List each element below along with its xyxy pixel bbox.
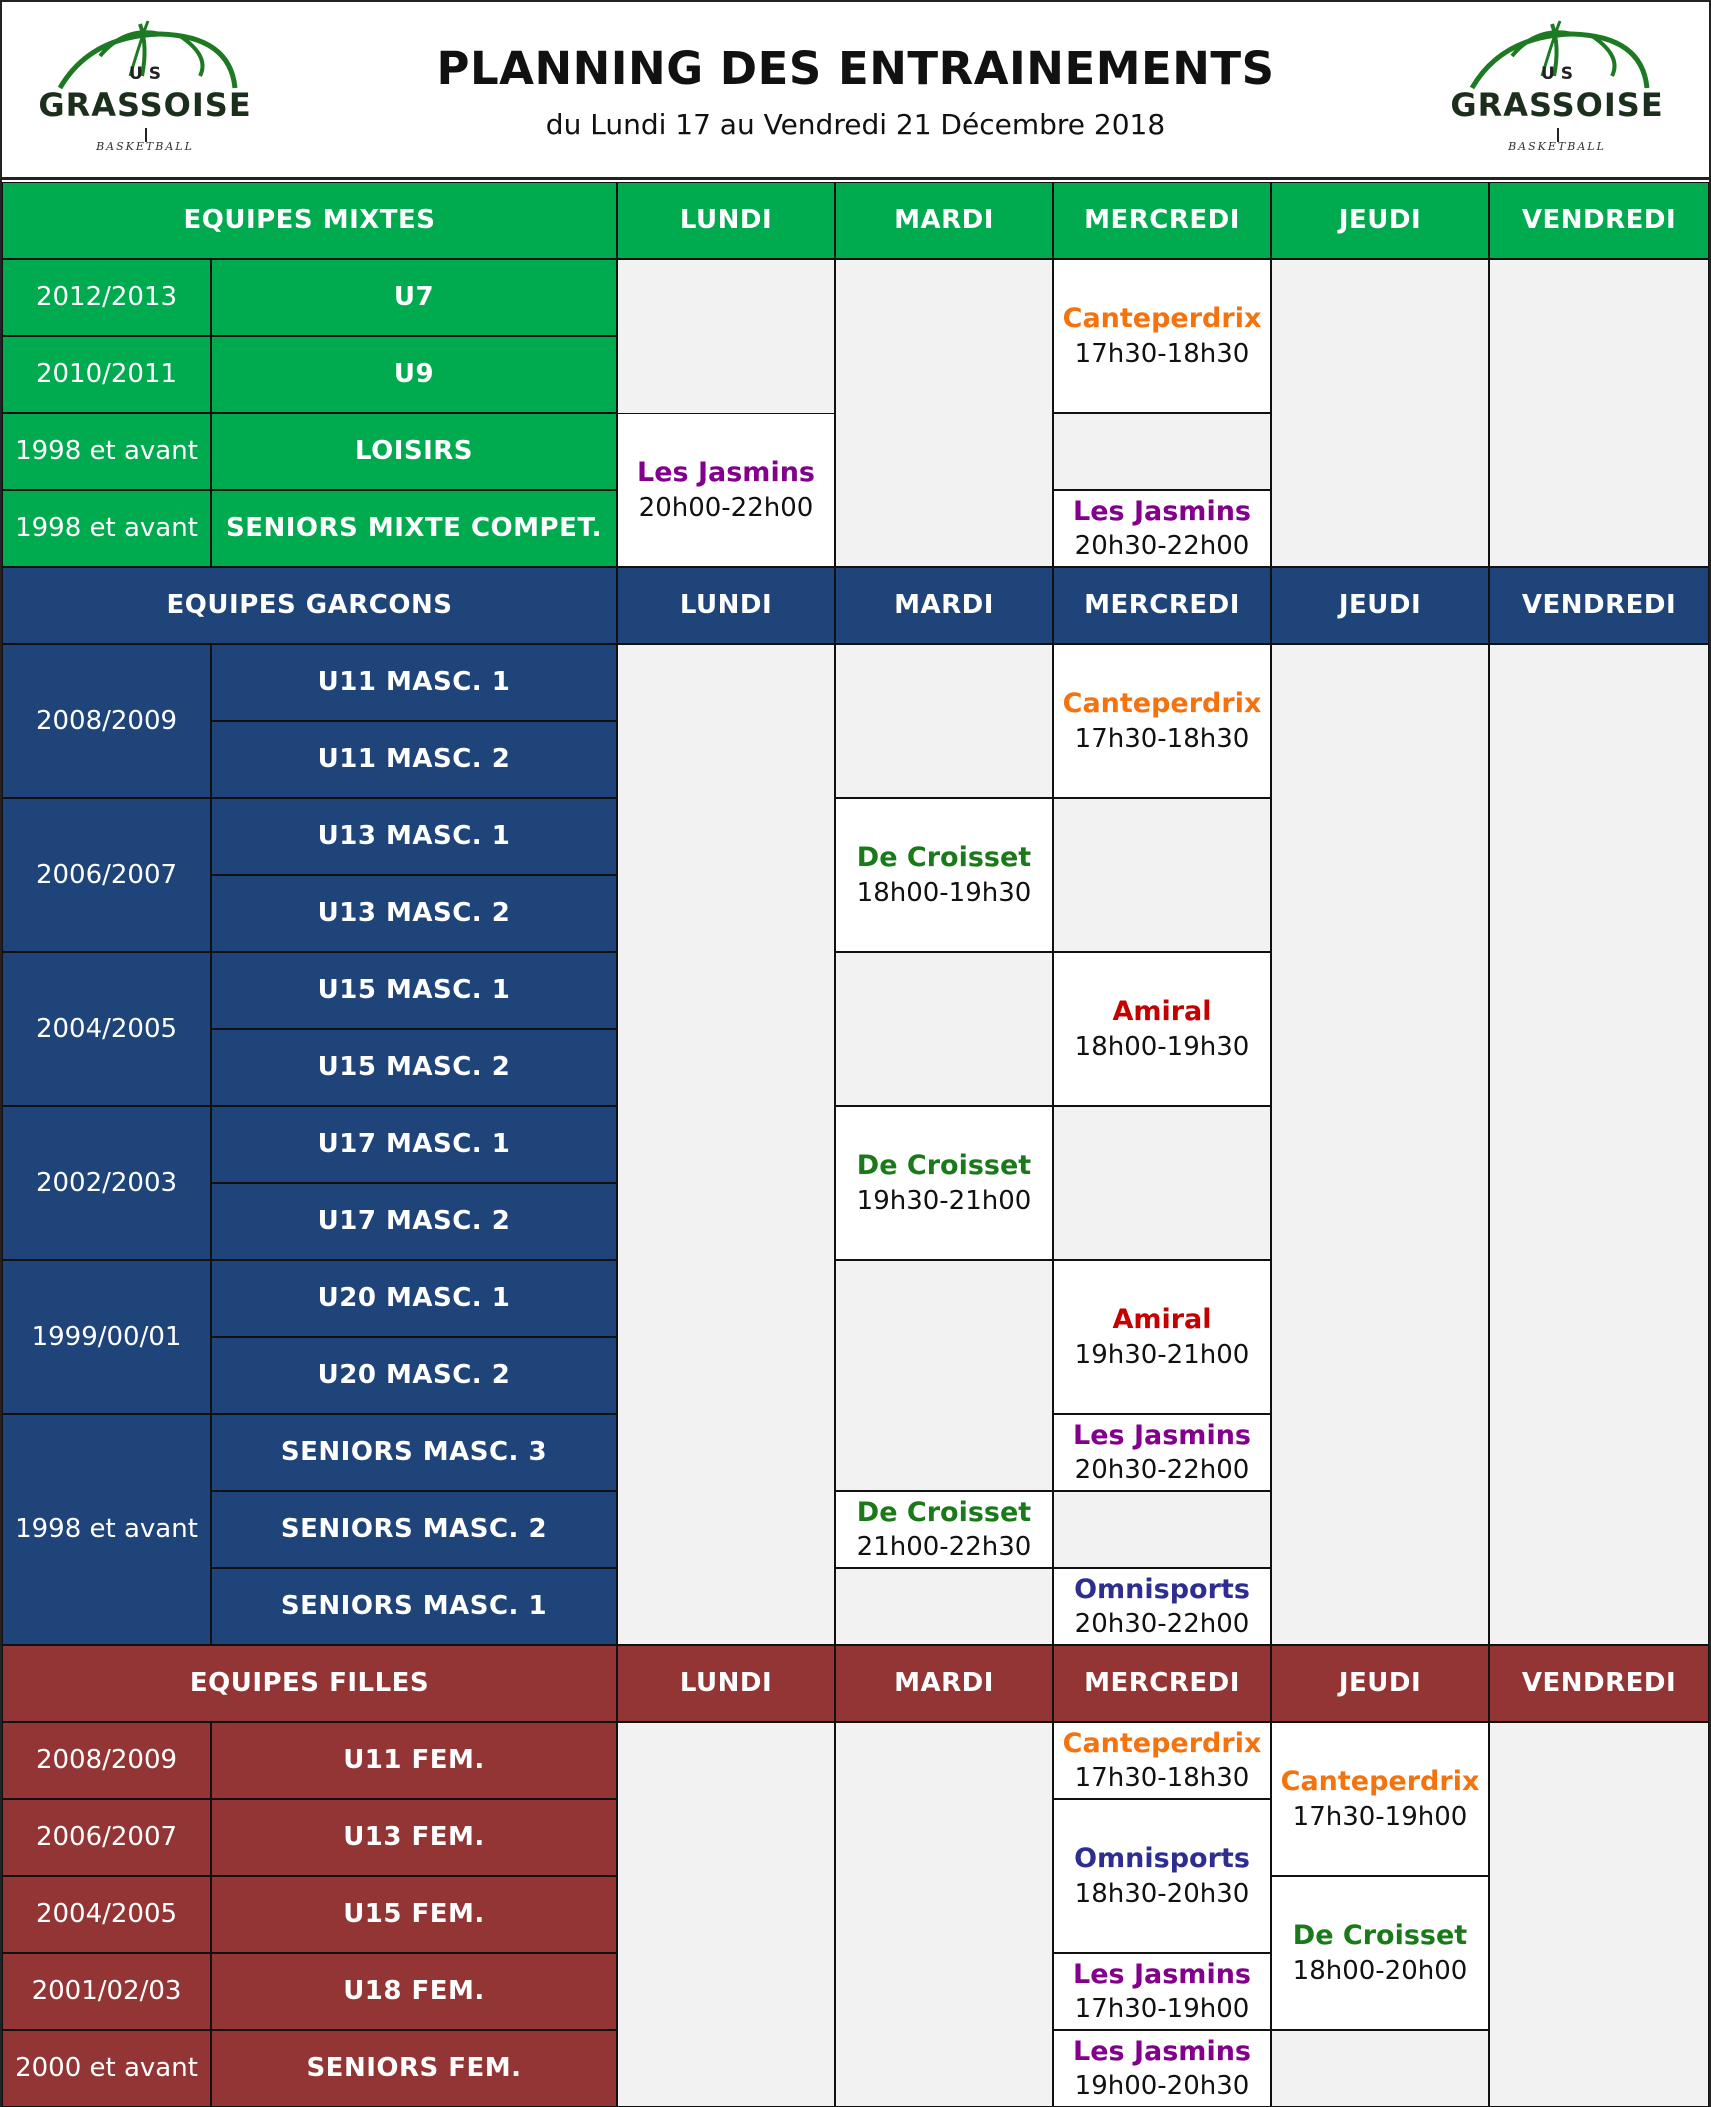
team-cell (211, 1183, 617, 1260)
slot-time: 19h30-21h00 (856, 1185, 1032, 1216)
team-label: SENIORS MASC. 2 (280, 1514, 548, 1545)
day-header-label: LUNDI (679, 590, 773, 621)
year-label: 2001/02/03 (31, 1976, 182, 2007)
year-label: 2000 et avant (15, 2053, 198, 2084)
day-header-label: VENDREDI (1521, 590, 1677, 621)
team-cell (211, 952, 617, 1029)
year-label: 1998 et avant (15, 1514, 198, 1545)
section-title-filles (2, 1645, 617, 1722)
slot-time: 21h00-22h30 (856, 1532, 1032, 1563)
year-cell (2, 1414, 211, 1645)
slot-location: Les Jasmins (1072, 2035, 1251, 2067)
team-cell (211, 336, 617, 413)
logo-main-text: GRASSOISE (1450, 86, 1664, 124)
training-slot (835, 798, 1053, 952)
slot-location: Amiral (1112, 996, 1212, 1028)
slot-time: 20h30-22h00 (1074, 531, 1250, 562)
day-header-mardi (835, 182, 1053, 259)
empty-slot (1053, 798, 1271, 952)
team-cell (211, 2030, 617, 2107)
training-slot (835, 1106, 1053, 1260)
slot-time: 20h30-22h00 (1074, 1455, 1250, 1486)
team-cell (211, 1722, 617, 1799)
day-header-label: JEUDI (1338, 1668, 1422, 1699)
year-cell (2, 1260, 211, 1414)
slot-location: Les Jasmins (636, 457, 815, 489)
day-header-mardi (835, 1645, 1053, 1722)
slot-location: De Croisset (856, 842, 1032, 874)
year-label: 2006/2007 (35, 859, 178, 890)
day-header-label: MARDI (894, 205, 994, 236)
empty-slot (1271, 259, 1489, 567)
empty-slot (617, 644, 835, 1645)
team-label: U13 MASC. 1 (317, 821, 511, 852)
slot-location: Canteperdrix (1062, 303, 1262, 335)
slot-time: 18h30-20h30 (1074, 1878, 1250, 1909)
day-header-label: MERCREDI (1084, 1668, 1240, 1699)
training-slot (1053, 952, 1271, 1106)
year-cell (2, 1106, 211, 1260)
empty-slot (835, 1722, 1053, 2107)
team-label: SENIORS MASC. 1 (280, 1591, 548, 1622)
section-title-label: EQUIPES MIXTES (183, 205, 436, 236)
slot-location: Canteperdrix (1062, 1727, 1262, 1759)
empty-slot (835, 644, 1053, 798)
team-cell (211, 798, 617, 875)
team-label: U17 MASC. 2 (317, 1206, 511, 1237)
slot-time: 20h00-22h00 (638, 492, 814, 523)
team-cell (211, 1953, 617, 2030)
team-cell (211, 1260, 617, 1337)
slot-time: 20h30-22h00 (1074, 1609, 1250, 1640)
training-slot (1053, 259, 1271, 413)
day-header-mardi (835, 567, 1053, 644)
year-cell (2, 798, 211, 952)
team-cell (211, 644, 617, 721)
empty-slot (1489, 644, 1709, 1645)
slot-time: 17h30-19h00 (1074, 1994, 1250, 2025)
team-label: U11 MASC. 1 (317, 667, 511, 698)
logo-top-text: U S (129, 64, 161, 84)
day-header-mercredi (1053, 567, 1271, 644)
team-label: U15 MASC. 2 (317, 1052, 511, 1083)
day-header-mercredi (1053, 182, 1271, 259)
empty-slot (835, 1260, 1053, 1491)
slot-location: Omnisports (1074, 1573, 1250, 1605)
training-slot (1271, 1722, 1489, 1876)
day-header-vendredi (1489, 567, 1709, 644)
logo-top-text: U S (1541, 64, 1573, 84)
training-slot (1271, 1876, 1489, 2030)
training-slot (1053, 1799, 1271, 1953)
team-cell (211, 721, 617, 798)
slot-location: Omnisports (1074, 1843, 1250, 1875)
slot-time: 17h30-19h00 (1292, 1801, 1468, 1832)
section-title-label: EQUIPES GARCONS (166, 590, 453, 621)
year-label: 2004/2005 (35, 1013, 178, 1044)
team-label: U11 MASC. 2 (317, 744, 511, 775)
empty-slot (1271, 644, 1489, 1645)
year-label: 2012/2013 (35, 282, 178, 313)
team-cell (211, 1414, 617, 1491)
team-cell (211, 875, 617, 952)
year-cell (2, 336, 211, 413)
team-label: SENIORS FEM. (306, 2053, 522, 2084)
team-cell (211, 1799, 617, 1876)
slot-location: Les Jasmins (1072, 495, 1251, 527)
training-slot (1053, 644, 1271, 798)
day-header-label: MERCREDI (1084, 205, 1240, 236)
team-label: U15 FEM. (343, 1899, 485, 1930)
year-label: 1999/00/01 (31, 1321, 182, 1352)
day-header-label: JEUDI (1338, 590, 1422, 621)
day-header-jeudi (1271, 182, 1489, 259)
slot-time: 19h00-20h30 (1074, 2071, 1250, 2102)
year-cell (2, 259, 211, 336)
day-header-vendredi (1489, 182, 1709, 259)
team-label: U17 MASC. 1 (317, 1129, 511, 1160)
slot-location: Les Jasmins (1072, 1958, 1251, 1990)
day-header-lundi (617, 1645, 835, 1722)
team-label: U15 MASC. 1 (317, 975, 511, 1006)
team-label: U20 MASC. 1 (317, 1283, 511, 1314)
day-header-vendredi (1489, 1645, 1709, 1722)
year-cell (2, 1722, 211, 1799)
slot-time: 18h00-19h30 (856, 877, 1032, 908)
year-label: 2004/2005 (35, 1899, 178, 1930)
team-cell (211, 413, 617, 490)
empty-slot (1271, 2030, 1489, 2107)
training-slot (1053, 1568, 1271, 1645)
schedule-table (2, 2, 1709, 2105)
slot-time: 19h30-21h00 (1074, 1339, 1250, 1370)
page-title: PLANNING DES ENTRAINEMENTS (436, 42, 1275, 95)
team-label: U7 (393, 282, 435, 313)
team-cell (211, 1491, 617, 1568)
year-cell (2, 952, 211, 1106)
empty-slot (617, 1722, 835, 2107)
team-cell (211, 490, 617, 567)
team-cell (211, 1029, 617, 1106)
training-slot (1053, 1953, 1271, 2030)
year-cell (2, 1876, 211, 1953)
slot-time: 18h00-19h30 (1074, 1031, 1250, 1062)
slot-location: Amiral (1112, 1304, 1212, 1336)
team-cell (211, 259, 617, 336)
day-header-jeudi (1271, 567, 1489, 644)
day-header-label: LUNDI (679, 1668, 773, 1699)
slot-time: 17h30-18h30 (1074, 338, 1250, 369)
slot-time: 17h30-18h30 (1074, 723, 1250, 754)
day-header-lundi (617, 182, 835, 259)
team-label: SENIORS MASC. 3 (280, 1437, 548, 1468)
empty-slot (835, 952, 1053, 1106)
training-slot (1053, 1260, 1271, 1414)
day-header-label: LUNDI (679, 205, 773, 236)
year-cell (2, 644, 211, 798)
empty-slot (1053, 413, 1271, 490)
team-label: U18 FEM. (343, 1976, 485, 2007)
section-title-label: EQUIPES FILLES (189, 1668, 430, 1699)
year-cell (2, 2030, 211, 2107)
team-cell (211, 1106, 617, 1183)
team-label: U11 FEM. (343, 1745, 485, 1776)
year-label: 2002/2003 (35, 1167, 178, 1198)
team-label: LOISIRS (354, 436, 474, 467)
training-slot (1053, 1414, 1271, 1491)
section-title-mixtes (2, 182, 617, 259)
empty-slot (1053, 1106, 1271, 1260)
training-slot (1053, 2030, 1271, 2107)
day-header-mercredi (1053, 1645, 1271, 1722)
logo-sub-text: BASKETBALL (96, 140, 194, 153)
slot-time: 17h30-18h30 (1074, 1763, 1250, 1794)
team-label: U13 FEM. (343, 1822, 485, 1853)
empty-slot (1489, 1722, 1709, 2107)
year-label: 2008/2009 (35, 1745, 178, 1776)
day-header-label: JEUDI (1338, 205, 1422, 236)
year-cell (2, 1953, 211, 2030)
day-header-jeudi (1271, 1645, 1489, 1722)
training-slot (835, 1491, 1053, 1568)
year-cell (2, 413, 211, 490)
logo-sub-text: BASKETBALL (1508, 140, 1606, 153)
section-title-garcons (2, 567, 617, 644)
year-label: 2006/2007 (35, 1822, 178, 1853)
day-header-label: MERCREDI (1084, 590, 1240, 621)
slot-location: De Croisset (856, 1496, 1032, 1528)
slot-location: De Croisset (1292, 1920, 1468, 1952)
team-cell (211, 1568, 617, 1645)
year-label: 2008/2009 (35, 705, 178, 736)
empty-slot (1053, 1491, 1271, 1568)
team-cell (211, 1337, 617, 1414)
empty-slot (835, 259, 1053, 567)
slot-location: Canteperdrix (1280, 1766, 1480, 1798)
training-slot (617, 413, 835, 567)
empty-slot (835, 1568, 1053, 1645)
year-label: 2010/2011 (35, 359, 178, 390)
team-cell (211, 1876, 617, 1953)
slot-location: De Croisset (856, 1150, 1032, 1182)
logo-main-text: GRASSOISE (38, 86, 252, 124)
training-slot (1053, 1722, 1271, 1799)
year-cell (2, 1799, 211, 1876)
team-label: U9 (393, 359, 435, 390)
team-label: U13 MASC. 2 (317, 898, 511, 929)
team-label: SENIORS MIXTE COMPET. (226, 513, 602, 544)
year-label: 1998 et avant (15, 436, 198, 467)
day-header-label: VENDREDI (1521, 1668, 1677, 1699)
year-cell (2, 490, 211, 567)
day-header-label: VENDREDI (1521, 205, 1677, 236)
team-label: U20 MASC. 2 (317, 1360, 511, 1391)
slot-location: Canteperdrix (1062, 688, 1262, 720)
page-subtitle: du Lundi 17 au Vendredi 21 Décembre 2018 (545, 108, 1166, 141)
day-header-label: MARDI (894, 1668, 994, 1699)
slot-time: 18h00-20h00 (1292, 1955, 1468, 1986)
empty-slot (1489, 259, 1709, 567)
day-header-label: MARDI (894, 590, 994, 621)
day-header-lundi (617, 567, 835, 644)
slot-location: Les Jasmins (1072, 1419, 1251, 1451)
training-slot (1053, 490, 1271, 567)
year-label: 1998 et avant (15, 513, 198, 544)
